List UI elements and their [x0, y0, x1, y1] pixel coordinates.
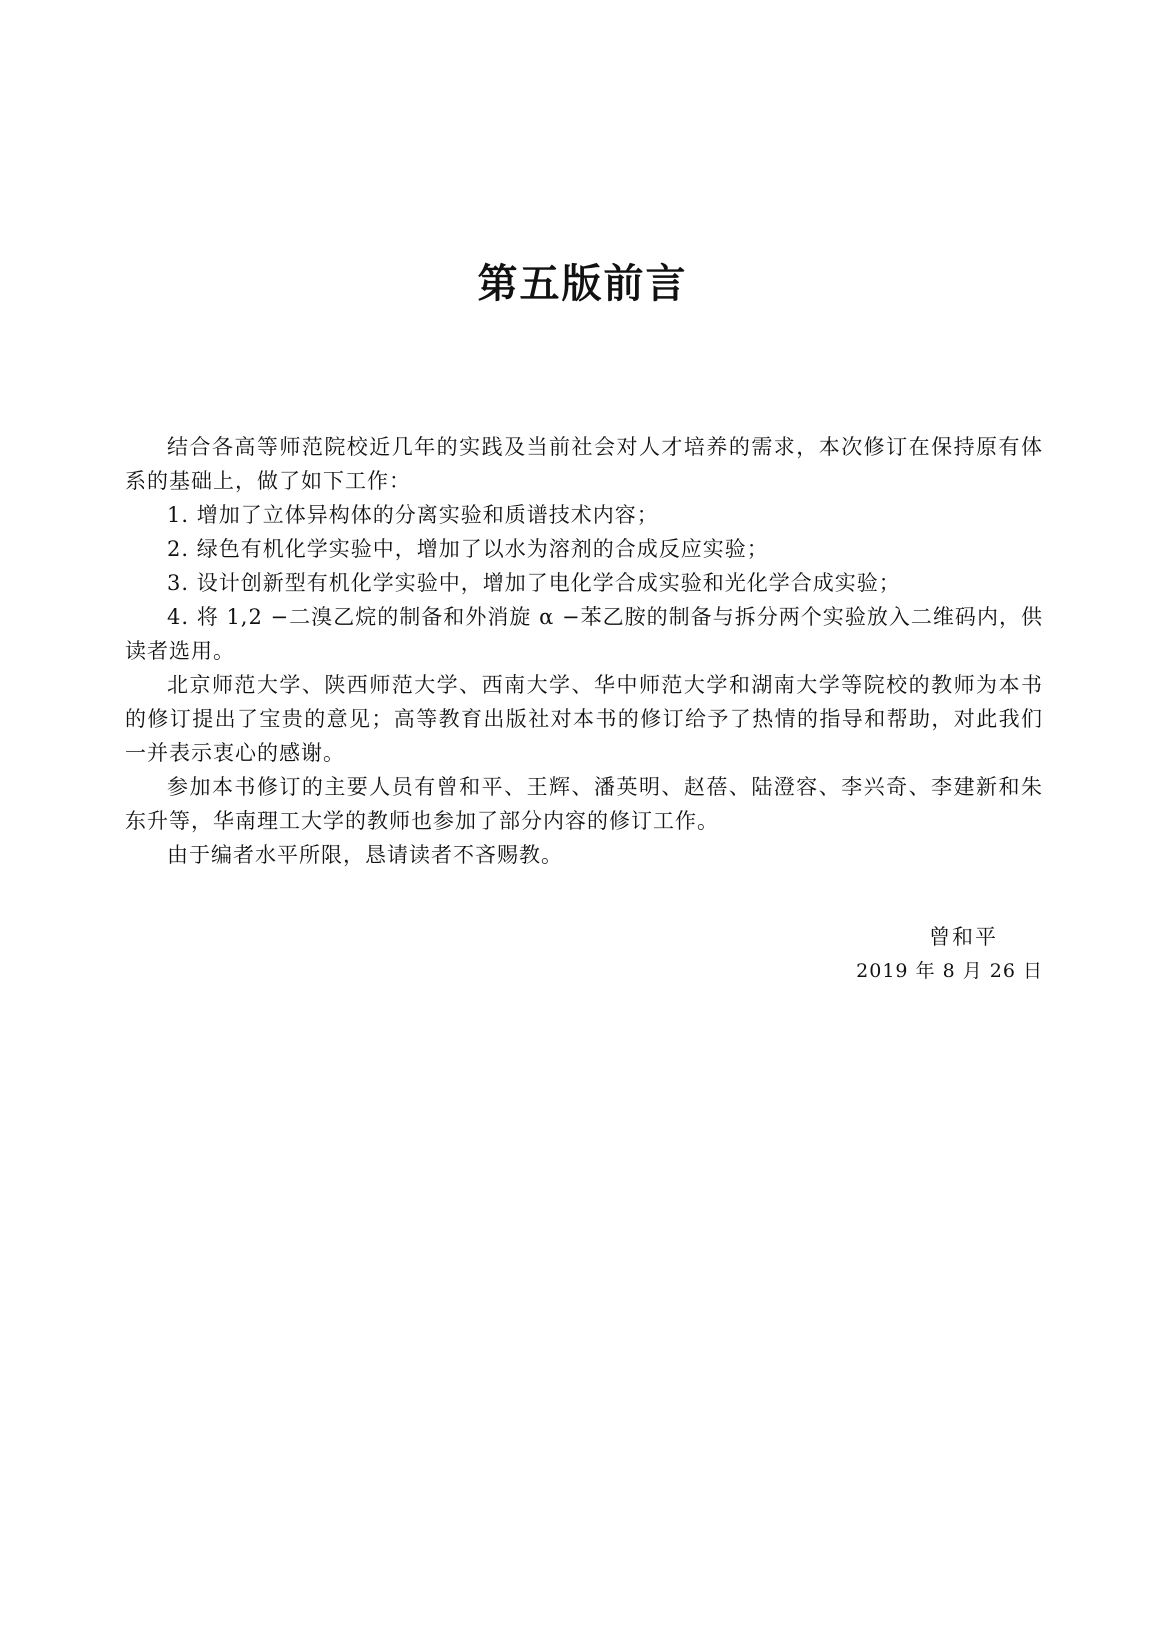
acknowledgement-paragraph: 北京师范大学、陕西师范大学、西南大学、华中师范大学和湖南大学等院校的教师为本书的修订提出了宝贵的意见；高等教育出版社对本书的修订给予了热情的指导和帮助，对此我们一并表示衷心的感谢。 — [125, 673, 1043, 765]
signature-date: 2019 年 8 月 26 日 — [856, 960, 1043, 982]
contributors-paragraph: 参加本书修订的主要人员有曾和平、王辉、潘英明、赵蓓、陆澄容、李兴奇、李建新和朱东升等，华南理工大学的教师也参加了部分内容的修订工作。 — [125, 775, 1043, 833]
author-name: 曾和平 — [929, 925, 998, 949]
list-item-4: 4. 将 1,2 −二溴乙烷的制备和外消旋 α −苯乙胺的制备与拆分两个实验放入二维码内，供读者选用。 — [125, 605, 1043, 663]
signature-block — [125, 920, 1043, 988]
preface-body — [125, 430, 1043, 872]
list-item-3: 3. 设计创新型有机化学实验中，增加了电化学合成实验和光化学合成实验； — [167, 571, 901, 595]
list-item-1: 1. 增加了立体异构体的分离实验和质谱技术内容； — [167, 503, 659, 527]
intro-paragraph: 结合各高等师范院校近几年的实践及当前社会对人才培养的需求，本次修订在保持原有体系的基础上，做了如下工作： — [125, 435, 1043, 493]
list-item-2: 2. 绿色有机化学实验中，增加了以水为溶剂的合成反应实验； — [167, 537, 769, 561]
page-title: 第五版前言 — [477, 260, 688, 307]
closing-paragraph: 由于编者水平所限，恳请读者不吝赐教。 — [167, 843, 563, 867]
